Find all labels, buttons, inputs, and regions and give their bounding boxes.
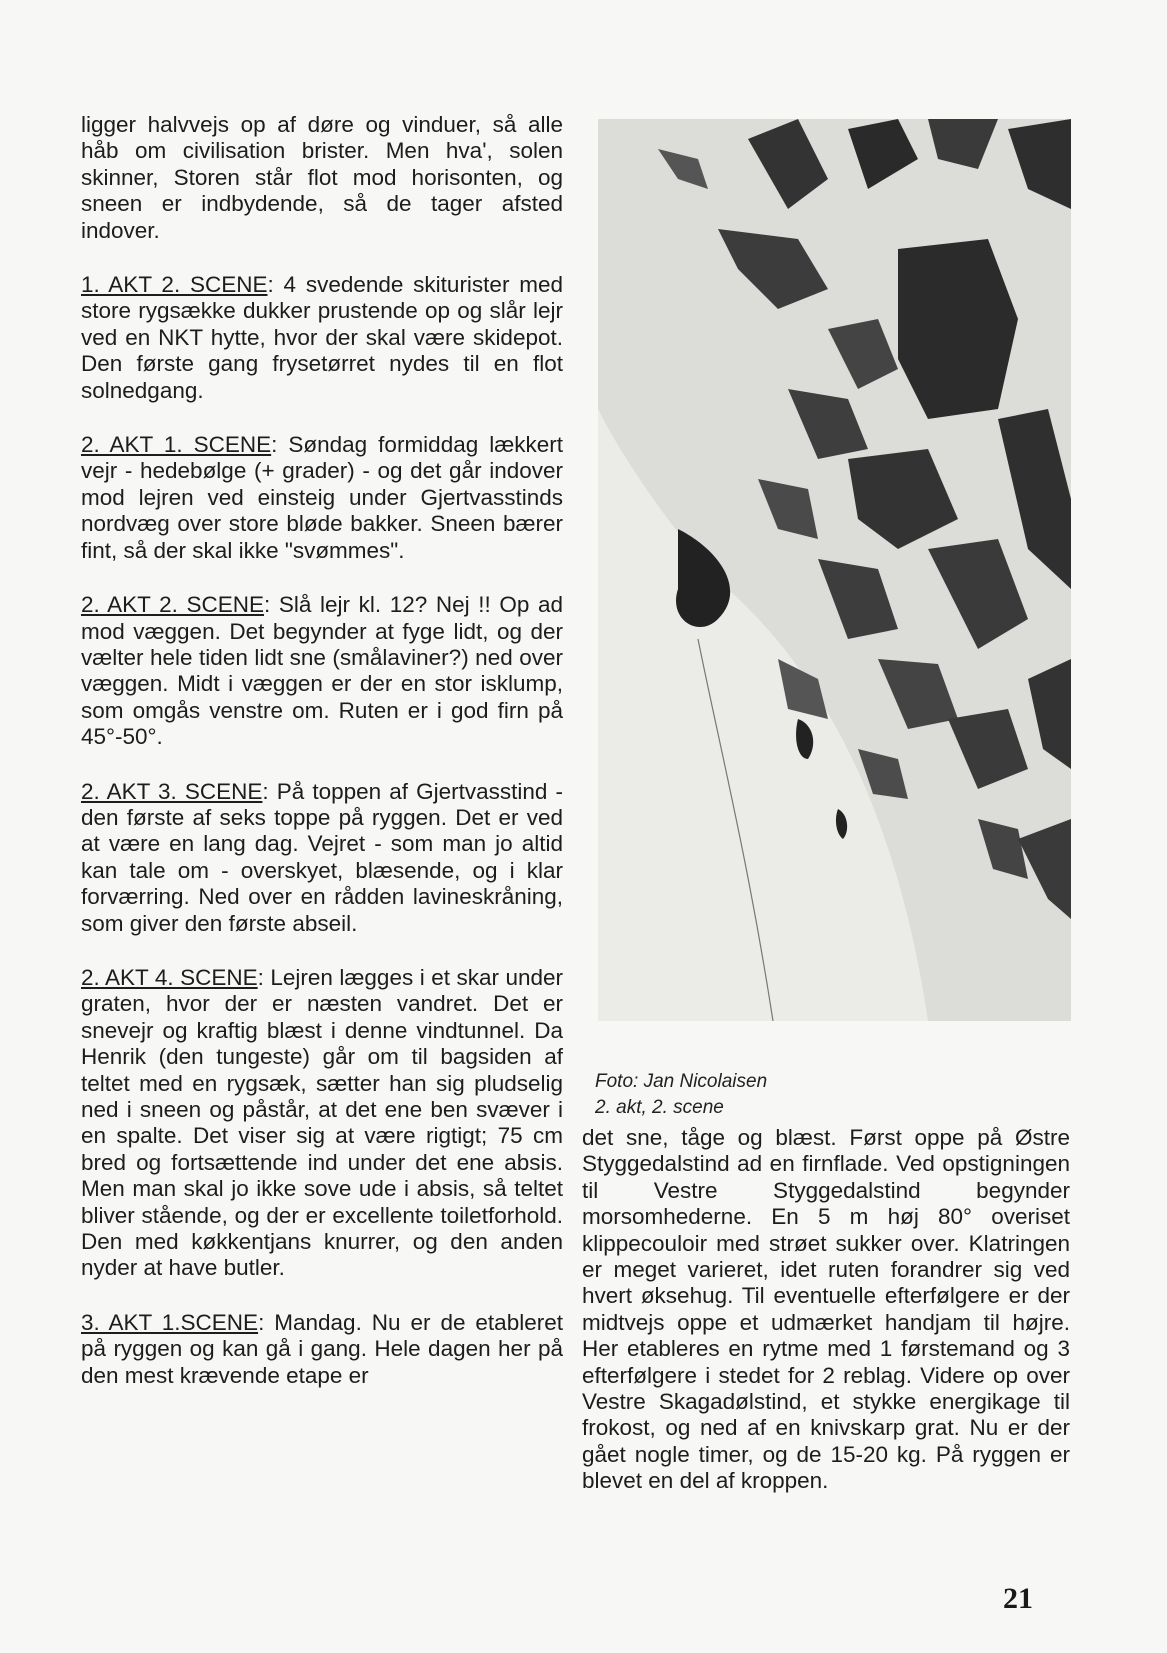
section-heading: 2. AKT 2. SCENE xyxy=(81,592,264,618)
climbing-photo xyxy=(598,119,1071,1021)
section-heading: 2. AKT 4. SCENE xyxy=(81,964,258,990)
section-text: : 4 svedende skiturister med store rygsække dukker prustende op og slår lejr ved en NKT hytte, hvor der skal være skidepot. Den første gang frysetørret nydes til en flot solnedgang. xyxy=(81,272,563,403)
section-text: : Slå lejr kl. 12? Nej !! Op ad mod væggen. Det begynder at fyge lidt, og der vælter hele tiden lidt sne (smålaviner?) ned over væggen. Midt i væggen er der en stor isklump, som omgås venstre om. Ruten er i god firn på 45°-50°. xyxy=(81,592,563,750)
photo-subcaption: 2. akt, 2. scene xyxy=(595,1097,724,1118)
right-column xyxy=(582,1125,1070,1495)
section-heading: 2. AKT 3. SCENE xyxy=(81,778,263,804)
left-column xyxy=(81,112,563,1389)
intro-paragraph: ligger halvvejs op af døre og vinduer, så alle håb om civilisation brister. Men hva', solen skinner, Storen står flot mod horisonten, og sneen er indbydende, så de tager afsted indover. xyxy=(81,112,563,243)
section-heading: 3. AKT 1.SCENE xyxy=(81,1309,259,1335)
section-heading: 1. AKT 2. SCENE xyxy=(81,272,268,298)
section-text: : Søndag formiddag lækkert vejr - hedebølge (+ grader) - og det går indover mod lejren ved einsteig under Gjertvasstinds nordvæg over store bløde bakker. Sneen bærer fint, så der skal ikke "svømmes". xyxy=(81,432,563,563)
continuation-paragraph: det sne, tåge og blæst. Først oppe på Østre Styggedalstind ad en firnflade. Ved opstigningen til Vestre Styggedalstind begynder morsomhederne. En 5 m høj 80° overiset klippecouloir med strøet sukker over. Klatringen er meget varieret, idet ruten forandrer sig ved hvert øksehug. Til eventuelle efterfølgere er der midtvejs oppe et udmærket handjam til højre. Her etableres en rytme med 1 førstemand og 3 efterfølgere i stedet for 2 reblag. Videre op over Vestre Skagadølstind, et stykke energikage til frokost, og ned af en knivskarp grat. Nu er der gået nogle timer, og de 15-20 kg. På ryggen er blevet en del af kroppen. xyxy=(582,1125,1070,1494)
section-heading: 2. AKT 1. SCENE xyxy=(81,432,272,458)
section-text: : Mandag. Nu er de etableret på ryggen og kan gå i gang. Hele dagen her på den mest krævende etape er xyxy=(81,1309,563,1388)
section-paragraph xyxy=(81,965,563,1282)
section-text: : På toppen af Gjertvasstind - den første af seks toppe på ryggen. Det er ved at være en lang dag. Vejret - som man jo altid kan tale om - overskyet, blæsende, og i klar forværring. Ned over en rådden lavineskråning, som giver den første abseil. xyxy=(81,778,563,936)
page-number: 21 xyxy=(1003,1582,1033,1615)
section-paragraph xyxy=(81,1310,563,1389)
snowy-rock-wall-image xyxy=(598,119,1071,1021)
photo-credit: Foto: Jan Nicolaisen xyxy=(595,1071,768,1092)
photo-caption xyxy=(595,1069,767,1121)
section-paragraph xyxy=(81,272,563,404)
section-paragraph xyxy=(81,779,563,937)
section-text: : Lejren lægges i et skar under graten, hvor der er næsten vandret. Det er snevejr og kraftig blæst i denne vindtunnel. Da Henrik (den tungeste) går om til bagsiden af teltet med en rygsæk, sætter han sig pludselig ned i sneen og påstår, at det ene ben svæver i en spalte. Det viser sig at være rigtigt; 75 cm bred og fortsættende ind under det ene absis. Men man skal jo ikke sove ude i absis, så teltet bliver stående, og der er excellente toiletforhold. Den med køkkentjans knurrer, og den anden nyder at have butler. xyxy=(81,964,563,1281)
section-paragraph xyxy=(81,592,563,750)
section-paragraph xyxy=(81,432,563,564)
